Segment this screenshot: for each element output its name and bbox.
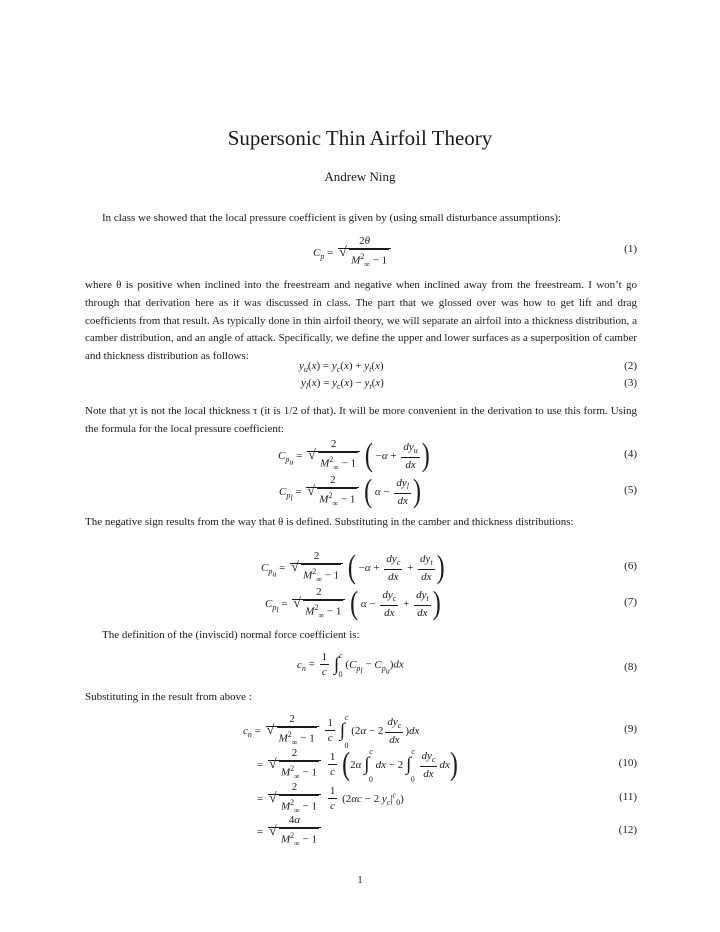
document-page: Supersonic Thin Airfoil Theory Andrew Ning In class we showed that the local pressure coefficient is given by (using small disturbance assumptions): $C_p$ = 2θ √ $M^2_\infty - 1$ (1) where θ is positive when inclined into the freestream and negative when inclined away from the freestream. I won’t go through that derivation here as it was discussed in class. The part that we glossed over was how to get lift and drag coefficients from that result. As typically done in thin airfoil theory, we will separate an airfoil into a thickness distribution, a camber distribution, and an angle of attack. Specifically, we define the upper and lower surfaces as a superposition of camber and thickness distribution as follows: $y_u(x) = y_c(x) + y_t(x)$ (2) $y_l(x) = y_c(x) - y_t(x)$ (3) Note that yt is not the local thickness τ (it is 1/2 of that). It will be more convenient in the derivation to use this form. Using the formula for the local pressure coefficient: $C_{p_u}$ = 2 √ $M^2_\infty - 1$ ( −α + $\frac{dy_u}{dx}$ ) (4) $C_{p_l}$ = 2 √ $M^2_\infty - 1$ ( α − $\frac{dy_l}{dx}$ ) (5) The negative sign results from the way that θ is defined. Substituting in the camber and thickness distributions: $C_{p_u}$ = 2 √ $M^2_\infty - 1$ ( −α + $\frac{dy_c}{dx}$ + $\frac{dy_t}{dx}$ ) (6) $C_{p_l}$ = 2 √ $M^2_\infty - 1$ ( α − $\frac{dy_c}{dx}$ + $\frac{dy_t}{dx}$ ) (7) The definition of the (inviscid) normal force coefficient is: $c_n$ = $\frac{1}{c}$ ∫$^c$0 $(C_{p_l} - C_{p_u})dx$ (8) Substituting in the result from above : $c_n$ = 2 √ $M^2_\infty - 1$ $\frac{1}{c}$ ∫$^c$0 (2α − 2 $\frac{dy_c}{dx}$ )dx (9) = 2 √ $M^2_\infty - 1$ $\frac{1}{c}$ (2α ∫$^c$0 dx − 2 ∫$^c$0 $\frac{dy_c}{dx}$ dx) (10) = 2 √ $M^2_\infty - 1$ $\frac{1}{c}$ (2αc − 2 $y_c|^c_0$) (11) = 4α √ $M^2_\infty - 1$ (12) 1 [0, 0, 720, 932]
equation-number: (11) [619, 791, 637, 803]
page-number: 1 [357, 874, 363, 886]
equation-number: (12) [618, 824, 637, 836]
paragraph-substitute: Substituting in the result from above : [85, 691, 252, 703]
equation-number: (7) [624, 596, 637, 608]
paper-author: Andrew Ning [324, 169, 396, 184]
equation-number: (10) [618, 757, 637, 769]
equation-number: (8) [624, 661, 637, 673]
paragraph-sign: The negative sign results from the way that θ is defined. Substituting in the camber and thickness distributions: [85, 516, 574, 528]
paragraph-definition: The definition of the (inviscid) normal force coefficient is: [102, 629, 360, 641]
paragraph-note: Note that yt is not the local thickness τ (it is 1/2 of that). It will be more convenient in the derivation to use this form. Using the formula for the local pressure coefficient: [85, 405, 637, 435]
paper-title: Supersonic Thin Airfoil Theory [227, 126, 493, 150]
equation-number: (9) [624, 723, 637, 735]
paragraph-intro: In class we showed that the local pressure coefficient is given by (using small disturbance assumptions): [102, 212, 561, 224]
equation-number: (1) [624, 243, 637, 255]
paragraph-derivation: where θ is positive when inclined into the freestream and negative when inclined away from the freestream. I won’t go through that derivation here as it was discussed in class. The part that we glossed over was how to get lift and drag coefficients from that result. As typically done in thin airfoil theory, we will separate an airfoil into a thickness distribution, a camber distribution, and an angle of attack. Specifically, we define the upper and lower surfaces as a superposition of camber and thickness distribution as follows: [85, 279, 637, 363]
equation-number: (5) [624, 484, 637, 496]
equation-number: (2) [624, 360, 637, 372]
equation-number: (3) [624, 377, 637, 389]
equation-number: (4) [624, 448, 637, 460]
equation-number: (6) [624, 560, 637, 572]
